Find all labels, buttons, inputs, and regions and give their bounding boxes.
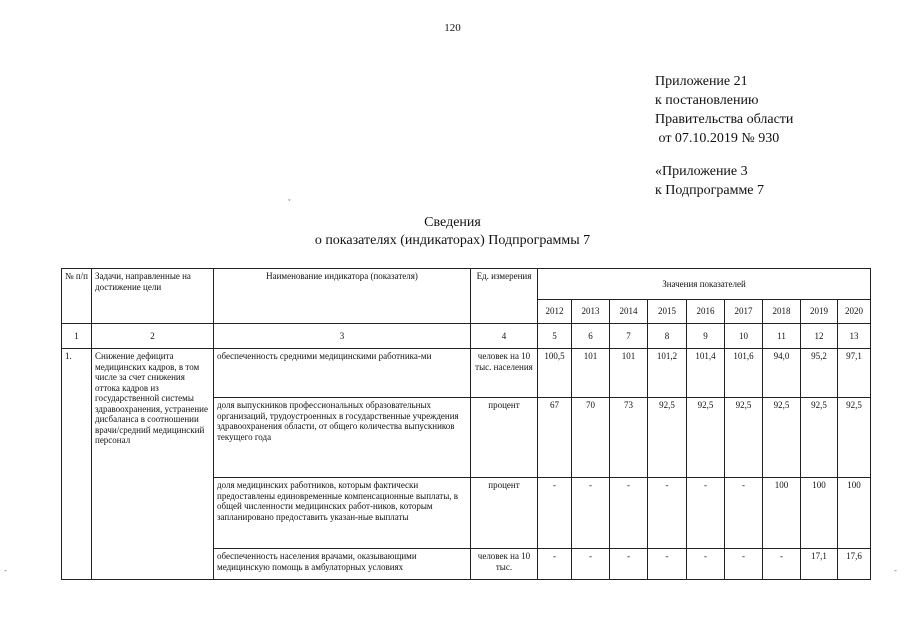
value-cell: 92,5 <box>648 398 687 478</box>
column-number: 5 <box>538 324 572 349</box>
value-cell: 70 <box>572 398 610 478</box>
value-cell: 100 <box>838 478 871 549</box>
column-number: 8 <box>648 324 687 349</box>
value-cell: 97,1 <box>838 349 871 398</box>
indicator-cell: обеспеченность средними медицинскими работника-ми <box>214 349 471 398</box>
value-cell: 94,0 <box>763 349 801 398</box>
indicator-cell: доля выпускников профессиональных образовательных организаций, трудоустроенных в государственные учреждения здравоохранения области, от общего количества выпускников текущего года <box>214 398 471 478</box>
value-cell: - <box>725 549 763 580</box>
value-cell: - <box>687 478 725 549</box>
unit-cell: процент <box>471 478 538 549</box>
value-cell: 101,6 <box>725 349 763 398</box>
year-cell: 2017 <box>725 300 763 324</box>
value-cell: - <box>763 549 801 580</box>
table-row <box>62 349 871 398</box>
year-cell: 2015 <box>648 300 687 324</box>
title-line: о показателях (индикаторах) Подпрограммы 7 <box>314 233 591 248</box>
year-cell: 2012 <box>538 300 572 324</box>
value-cell: 101 <box>572 349 610 398</box>
value-cell: 17,1 <box>801 549 838 580</box>
appendix-line: Приложение 21 <box>655 74 748 89</box>
value-cell: - <box>538 549 572 580</box>
value-cell: 17,6 <box>838 549 871 580</box>
value-cell: - <box>648 549 687 580</box>
indicators-table <box>61 268 871 580</box>
value-cell: - <box>725 478 763 549</box>
value-cell: - <box>648 478 687 549</box>
year-cell: 2014 <box>610 300 648 324</box>
unit-cell: человек на 10 тыс. <box>471 549 538 580</box>
scan-speck: ˇ <box>288 198 291 207</box>
column-number: 9 <box>687 324 725 349</box>
column-number: 10 <box>725 324 763 349</box>
year-cell: 2018 <box>763 300 801 324</box>
year-cell: 2019 <box>801 300 838 324</box>
appendix-line: к постановлению <box>655 93 759 108</box>
value-cell: - <box>538 478 572 549</box>
year-cell: 2020 <box>838 300 871 324</box>
value-cell: 92,5 <box>763 398 801 478</box>
value-cell: 101,4 <box>687 349 725 398</box>
year-cell: 2013 <box>572 300 610 324</box>
header-values: Значения показателей <box>538 269 871 300</box>
appendix-line: «Приложение 3 <box>655 164 748 179</box>
left-edge-mark: - <box>4 565 7 575</box>
value-cell: 67 <box>538 398 572 478</box>
column-number: 6 <box>572 324 610 349</box>
column-number: 4 <box>471 324 538 349</box>
column-number: 3 <box>214 324 471 349</box>
appendix-spacer <box>655 148 793 162</box>
header-unit: Ед. измерения <box>471 269 538 324</box>
column-number: 1 <box>62 324 92 349</box>
header-tasks: Задачи, направленные на достижение цели <box>92 269 214 324</box>
value-cell: - <box>610 478 648 549</box>
row-number: 1. <box>62 349 92 580</box>
value-cell: 92,5 <box>687 398 725 478</box>
column-number: 12 <box>801 324 838 349</box>
value-cell: 92,5 <box>801 398 838 478</box>
value-cell: 100 <box>801 478 838 549</box>
appendix-block <box>655 72 793 200</box>
column-number: 7 <box>610 324 648 349</box>
header-indicator: Наименование индикатора (показателя) <box>214 269 471 324</box>
column-number: 2 <box>92 324 214 349</box>
indicator-cell: обеспеченность населения врачами, оказывающими медицинскую помощь в амбулаторных условиях <box>214 549 471 580</box>
column-number-row <box>62 324 871 349</box>
value-cell: - <box>572 549 610 580</box>
value-cell: - <box>687 549 725 580</box>
table-header-row <box>62 269 871 300</box>
value-cell: 100 <box>763 478 801 549</box>
value-cell: 92,5 <box>838 398 871 478</box>
header-num: № п/п <box>62 269 92 324</box>
column-number: 13 <box>838 324 871 349</box>
value-cell: 92,5 <box>725 398 763 478</box>
column-number: 11 <box>763 324 801 349</box>
task-cell: Снижение дефицита медицинских кадров, в том числе за счет снижения оттока кадров из государственной системы здравоохранения, устранение дисбаланса в соотношении врачи/средний медицинский персонал <box>92 349 214 580</box>
indicator-cell: доля медицинских работников, которым фактически предоставлены единовременные компенсационные выплаты, в общей численности медицинских работ-ников, которым запланировано предоставить указан-ные выплаты <box>214 478 471 549</box>
document-title <box>0 214 905 250</box>
value-cell: 101,2 <box>648 349 687 398</box>
appendix-line: от 07.10.2019 № 930 <box>655 131 780 146</box>
appendix-line: к Подпрограмме 7 <box>655 183 765 198</box>
value-cell: - <box>610 549 648 580</box>
value-cell: 101 <box>610 349 648 398</box>
year-cell: 2016 <box>687 300 725 324</box>
value-cell: - <box>572 478 610 549</box>
value-cell: 73 <box>610 398 648 478</box>
page-number: 120 <box>444 22 461 34</box>
value-cell: 100,5 <box>538 349 572 398</box>
right-edge-mark: - <box>894 565 897 575</box>
value-cell: 95,2 <box>801 349 838 398</box>
title-line: Сведения <box>424 215 481 230</box>
appendix-line: Правительства области <box>655 112 794 127</box>
unit-cell: человек на 10 тыс. населения <box>471 349 538 398</box>
unit-cell: процент <box>471 398 538 478</box>
